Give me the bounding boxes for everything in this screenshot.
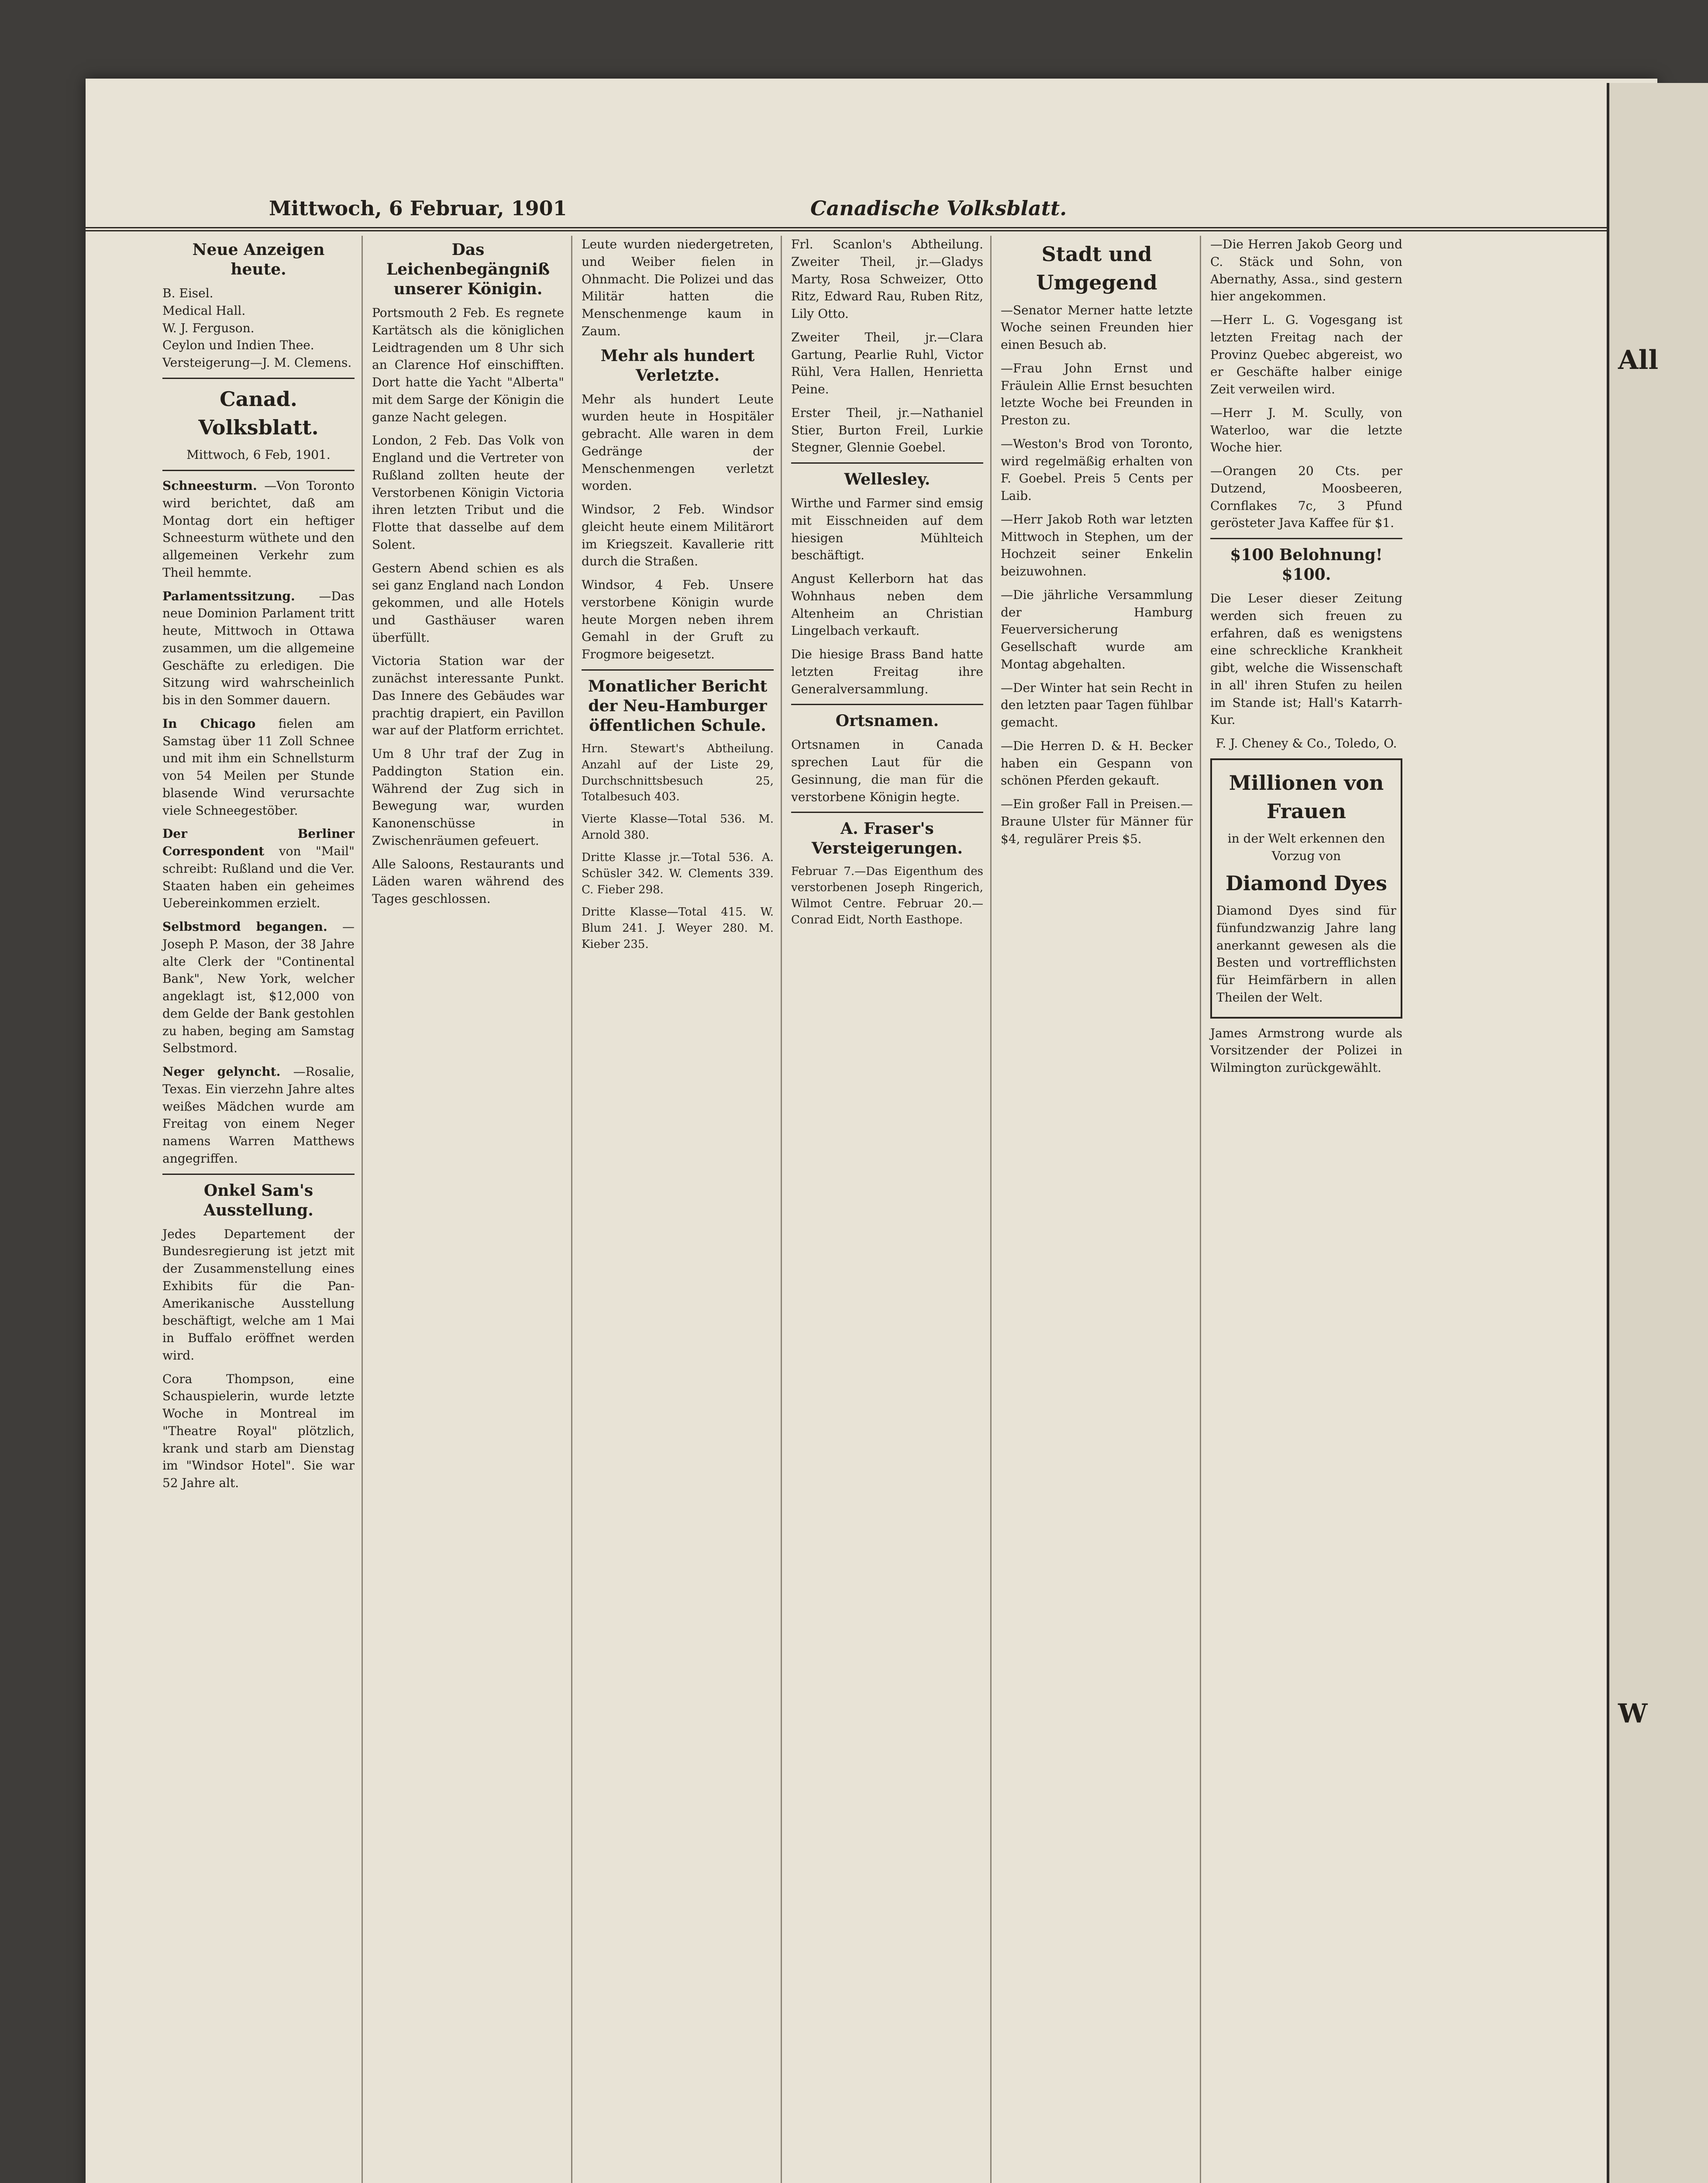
- masthead-date: Mittwoch, 6 Februar, 1901: [269, 196, 567, 220]
- divider: [162, 1174, 355, 1175]
- article-lead: Neger gelyncht.: [162, 1064, 281, 1079]
- column-6: [1203, 236, 1409, 2183]
- paper-date: Mittwoch, 6 Feb, 1901.: [186, 448, 331, 462]
- diamond-dyes-ad: [1210, 758, 1402, 1019]
- article: [162, 825, 355, 912]
- article-text: —Joseph P. Mason, der 38 Jahre alte Clerk der "Continental Bank", New York, welcher angeklagt ist, $12,000 von dem Gelde der Bank gestohlen zu haben, beging am Samstag Selbstmord.: [162, 919, 355, 1056]
- article-text: Zweiter Theil, jr.—Clara Gartung, Pearlie Ruhl, Victor Rühl, Vera Hallen, Henrietta Peine.: [791, 330, 983, 396]
- masthead: [86, 79, 1657, 231]
- adjacent-page-heading: All: [1618, 345, 1659, 375]
- newspaper-page: [86, 79, 1657, 2183]
- article-text: Gestern Abend schien es als sei ganz England nach London gekommen, und alle Hotels und Gasthäuser waren überfüllt.: [372, 561, 564, 645]
- new-ad-item: Ceylon und Indien Thee.: [162, 338, 314, 353]
- adjacent-page-heading: W: [1618, 1698, 1648, 1729]
- article-heading: Das Leichenbegängniß unserer Königin.: [386, 241, 550, 298]
- article-lead: Der Berliner Correspondent: [162, 826, 355, 859]
- divider: [1210, 538, 1402, 539]
- article: [162, 918, 355, 1057]
- article-heading: Ortsnamen.: [835, 712, 939, 730]
- article-text: Windsor, 4 Feb. Unsere verstorbene Königin wurde heute Morgen neben ihrem Gemahl in der Gruft zu Frogmore beigesetzt.: [582, 578, 774, 661]
- local-news-item: —Die Herren D. & H. Becker haben ein Gespann von schönen Pferden gekauft.: [1001, 738, 1193, 788]
- article: [162, 715, 355, 819]
- divider: [791, 704, 983, 705]
- local-news-item: —Die jährliche Versammlung der Hamburg Feuerversicherung Gesellschaft wurde am Montag abgehalten.: [1001, 587, 1193, 671]
- column-1: [155, 236, 363, 2183]
- local-news-item: —Frau John Ernst und Fräulein Allie Ernst besuchten letzte Woche bei Freunden in Preston zu.: [1001, 361, 1193, 428]
- article-lead: Schneesturm.: [162, 479, 257, 493]
- article-text: Ortsnamen in Canada sprechen Laut für die Gesinnung, die man für die verstorbene Königin hegte.: [791, 737, 983, 804]
- school-report-heading: Monatlicher Bericht der Neu-Hamburger öffentlichen Schule.: [588, 677, 768, 735]
- reward-heading: $100 Belohnung! $100.: [1230, 546, 1383, 584]
- article-heading: Wellesley.: [844, 470, 930, 489]
- auction-heading: A. Fraser's Versteigerungen.: [811, 819, 963, 858]
- divider: [791, 462, 983, 464]
- divider: [582, 669, 774, 671]
- reward-ad-text: Die Leser dieser Zeitung werden sich freuen zu erfahren, daß es wenigstens eine schreckliche Krankheit gibt, welche die Wissenschaft in all' ihren Stufen zu heilen im Stande ist; Hall's Katarrh-Kur.: [1210, 591, 1402, 727]
- new-ad-item: Medical Hall.: [162, 303, 246, 318]
- article: [162, 588, 355, 709]
- column-3: [575, 236, 782, 2183]
- ad-subline: in der Welt erkennen den Vorzug von: [1227, 831, 1385, 864]
- school-report-text: Hrn. Stewart's Abtheilung. Anzahl auf der Liste 29, Durchschnittsbesuch 25, Totalbesuch 403.: [582, 742, 774, 804]
- article-text: Erster Theil, jr.—Nathaniel Stier, Burton Freil, Lurkie Stegner, Glennie Goebel.: [791, 405, 983, 455]
- article-text: Jedes Departement der Bundesregierung ist jetzt mit der Zusammenstellung eines Exhibits für die Pan-Amerikanische Ausstellung beschäftigt, welche am 1 Mai in Buffalo eröffnet werden wird.: [162, 1226, 355, 1363]
- ad-text: Diamond Dyes sind für fünfundzwanzig Jahre lang anerkannt gewesen als die Besten und vortrefflichsten für Heimfärbern in allen Theilen der Welt.: [1216, 903, 1396, 1005]
- article-lead: Selbstmord begangen.: [162, 919, 327, 934]
- article-text: Um 8 Uhr traf der Zug in Paddington Station ein. Während der Zug sich in Bewegung war, wurden Kanonenschüsse in Zwischenräumen gefeuert.: [372, 747, 564, 848]
- article-text: Frl. Scanlon's Abtheilung. Zweiter Theil, jr.—Gladys Marty, Rosa Schweizer, Otto Ritz, Edward Rau, Ruben Ritz, Lily Otto.: [791, 237, 983, 321]
- article-heading: Mehr als hundert Verletzte.: [600, 346, 755, 385]
- school-report-text: Vierte Klasse—Total 536. M. Arnold 380.: [582, 813, 774, 842]
- article-text: Mehr als hundert Leute wurden heute in Hospitäler gebracht. Alle waren in dem Gedränge der Menschenmengen verletzt worden.: [582, 392, 774, 493]
- new-ads-heading: Neue Anzeigen heute.: [192, 241, 325, 279]
- article: [162, 477, 355, 582]
- local-news-item: —Senator Merner hatte letzte Woche seinen Freunden hier einen Besuch ab.: [1001, 303, 1193, 352]
- article-text: London, 2 Feb. Das Volk von England und die Vertreter von Rußland zollten heute der Verstorbenen Königin Victoria ihren letzten Tribut und die Flotte that dasselbe auf dem Solent.: [372, 433, 564, 552]
- divider: [791, 812, 983, 813]
- article-text: —Das neue Dominion Parlament tritt heute, Mittwoch in Ottawa zusammen, um die allgemeine Geschäfte zu erledigen. Die Sitzung wird wahrscheinlich bis in den Sommer dauern.: [162, 589, 355, 708]
- local-news-item: —Weston's Brod von Toronto, wird regelmäßig erhalten von F. Goebel. Preis 5 Cents per Laib.: [1001, 436, 1193, 503]
- column-4: [784, 236, 992, 2183]
- new-ad-item: Versteigerung—J. M. Clemens.: [162, 355, 352, 370]
- article-text: Portsmouth 2 Feb. Es regnete Kartätsch als die königlichen Leidtragenden um 8 Uhr sich an Clarence Hof einschifften. Dort hatte die Yacht "Alberta" mit dem Sarge der Königin die ganze Nacht gelegen.: [372, 306, 564, 424]
- article-lead: Parlamentssitzung.: [162, 589, 295, 603]
- article-text: Die hiesige Brass Band hatte letzten Freitag ihre Generalversammlung.: [791, 647, 983, 696]
- local-news-item: —Orangen 20 Cts. per Dutzend, Moosbeeren, Cornflakes 7c, 3 Pfund gerösteter Java Kaffee für $1.: [1210, 464, 1402, 530]
- article-heading: Onkel Sam's Ausstellung.: [203, 1181, 313, 1219]
- school-report-text: Dritte Klasse jr.—Total 536. A. Schüsler 342. W. Clements 339. C. Fieber 298.: [582, 851, 774, 896]
- local-news-item: —Die Herren Jakob Georg und C. Stäck und Sohn, von Abernathy, Assa., sind gestern hier angekommen.: [1210, 237, 1402, 304]
- local-news-item: —Der Winter hat sein Recht in den letzten paar Tagen fühlbar gemacht.: [1001, 680, 1193, 730]
- article-text: Windsor, 2 Feb. Windsor gleicht heute einem Militärort im Kriegszeit. Kavallerie ritt durch die Straßen.: [582, 502, 774, 569]
- column-2: [365, 236, 572, 2183]
- article-text: —Rosalie, Texas. Ein vierzehn Jahre altes weißes Mädchen wurde am Freitag von einem Neger namens Warren Matthews angegriffen.: [162, 1064, 355, 1166]
- article-text: Wirthe und Farmer sind emsig mit Eisschneiden auf dem hiesigen Mühlteich beschäftigt.: [791, 496, 983, 563]
- article-text: von "Mail" schreibt: Rußland und die Ver. Staaten haben ein geheimes Uebereinkommen erzielt.: [162, 844, 355, 911]
- article-lead: In Chicago: [162, 716, 256, 731]
- ad-brand: Diamond Dyes: [1226, 871, 1387, 895]
- article-text: Leute wurden niedergetreten, und Weiber fielen in Ohnmacht. Die Polizei und das Militär hatten die Menschenmenge kaum in Zaum.: [582, 237, 774, 338]
- divider: [162, 378, 355, 379]
- article-text: Angust Kellerborn hat das Wohnhaus neben dem Altenheim an Christian Lingelbach verkauft.: [791, 572, 983, 638]
- article-text: —Von Toronto wird berichtet, daß am Montag dort ein heftiger Schneesturm wüthete und den allgemeinen Verkehr zum Theil hemmte.: [162, 479, 355, 580]
- auction-list: Februar 7.—Das Eigenthum des verstorbenen Joseph Ringerich, Wilmot Centre. Februar 20.—Conrad Eidt, North Easthope.: [791, 865, 983, 926]
- article-text: Cora Thompson, eine Schauspielerin, wurde letzte Woche in Montreal im "Theatre Royal" plötzlich, krank und starb am Dienstag im "Windsor Hotel". Sie war 52 Jahre alt.: [162, 1371, 355, 1491]
- local-news-item: —Herr J. M. Scully, von Waterloo, war die letzte Woche hier.: [1210, 405, 1402, 455]
- local-news-item: —Herr L. G. Vogesgang ist letzten Freitag nach der Provinz Quebec abgereist, wo er Geschäfte halber einige Zeit verweilen wird.: [1210, 313, 1402, 396]
- article-text: Victoria Station war der zunächst interessante Punkt. Das Innere des Gebäudes war prachtig drapiert, ein Pavillon war auf der Platform errichtet.: [372, 654, 564, 738]
- school-report-text: Dritte Klasse—Total 415. W. Blum 241. J. Weyer 280. M. Kieber 235.: [582, 905, 774, 951]
- new-ad-item: B. Eisel.: [162, 286, 214, 300]
- new-ads-list: [162, 285, 355, 372]
- paper-title: Canad. Volksblatt.: [198, 387, 319, 440]
- article-text: Alle Saloons, Restaurants und Läden waren während des Tages geschlossen.: [372, 857, 564, 906]
- new-ad-item: W. J. Ferguson.: [162, 320, 255, 335]
- divider: [162, 470, 355, 471]
- reward-ad-signature: F. J. Cheney & Co., Toledo, O.: [1216, 736, 1397, 751]
- local-news-item: —Ein großer Fall in Preisen.—Braune Ulster für Männer für $4, regulärer Preis $5.: [1001, 797, 1193, 846]
- local-news-item: —Herr Jakob Roth war letzten Mittwoch in Stephen, um der Hochzeit seiner Enkelin beizuwohnen.: [1001, 512, 1193, 579]
- article: [162, 1063, 355, 1167]
- local-news-item: James Armstrong wurde als Vorsitzender der Polizei in Wilmington zurückgewählt.: [1210, 1026, 1402, 1075]
- article-text: fielen am Samstag über 11 Zoll Schnee und mit ihm ein Schnellsturm von 54 Meilen per Stunde blasende Wind verursachte viele Schneegestöber.: [162, 716, 355, 818]
- local-news-heading: Stadt und Umgegend: [1036, 242, 1157, 295]
- column-5: [994, 236, 1201, 2183]
- ad-headline: Millionen von Frauen: [1229, 771, 1384, 823]
- masthead-title: Canadische Volksblatt.: [810, 196, 1067, 220]
- adjacent-page-edge: [1607, 83, 1708, 2183]
